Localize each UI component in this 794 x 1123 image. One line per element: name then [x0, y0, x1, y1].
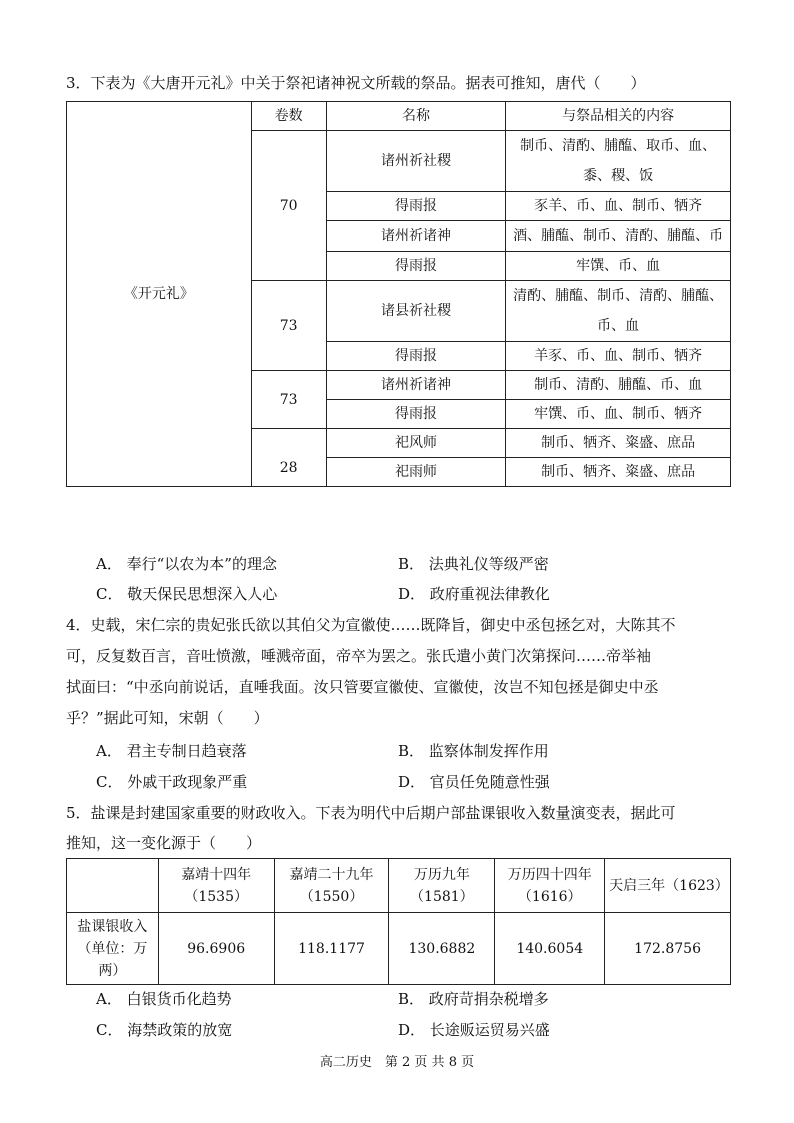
name-cell: 得雨报	[326, 400, 506, 429]
value-cell: 96.6906	[158, 913, 274, 985]
value-cell: 140.6054	[495, 913, 605, 985]
q3-stem: 3．下表为《大唐开元礼》中关于祭祀诸神祝文所载的祭品。据表可推知，唐代（ ）	[66, 74, 646, 92]
content-cell: 牢馔、币、血、制币、牺齐	[506, 400, 731, 429]
row-label-line: 盐课银收入	[77, 918, 148, 935]
q5-option-d: D． 长途贩运贸易兴盛	[398, 1021, 550, 1039]
q3-option-c: C． 敬天保民思想深入人心	[96, 585, 278, 603]
name-cell: 诸州祈诸神	[326, 221, 506, 252]
year-label: （1581）	[410, 888, 474, 905]
q5-option-b: B． 政府苛捐杂税增多	[398, 990, 549, 1008]
q4-option-d: D． 官员任免随意性强	[398, 773, 550, 791]
name-cell: 祀风师	[326, 429, 506, 458]
book-title-cell: 《开元礼》	[67, 102, 252, 487]
q4-option-b: B． 监察体制发挥作用	[398, 742, 549, 760]
content-cell: 制币、清酌、脯醢、取币、血、黍、稷、饭	[506, 131, 731, 192]
header-year-cell	[158, 859, 274, 913]
name-cell: 得雨报	[326, 342, 506, 371]
header-year-cell	[605, 859, 731, 913]
content-cell: 制币、牺齐、粢盛、庶品	[506, 429, 731, 458]
era-label: 嘉靖十四年	[181, 866, 252, 883]
vol-cell: 73	[251, 281, 326, 371]
q4-line-1: 4．史载，宋仁宗的贵妃张氏欲以其伯父为宣徽使……既降旨，御史中丞包拯乞对，大陈其不	[66, 616, 676, 634]
vol-value: 28	[279, 460, 298, 476]
name-cell: 诸县祈社稷	[326, 281, 506, 342]
q4-line-3: 拭面曰：“中丞向前说话，直唾我面。汝只管要宣徽使、宣徽使，汝岂不知包拯是御史中丞	[66, 678, 659, 696]
header-name: 名称	[326, 102, 506, 131]
value-cell: 130.6882	[389, 913, 495, 985]
era-label: 万历四十四年	[507, 866, 592, 883]
q5-option-c: C． 海禁政策的放宽	[96, 1021, 233, 1039]
table-header-row	[67, 859, 731, 913]
page-footer: 高二历史 第 2 页 共 8 页	[319, 1055, 475, 1070]
q5-line-1: 5．盐课是封建国家重要的财政收入。下表为明代中后期户部盐课银收入数量演变表，据此可	[66, 804, 676, 822]
header-year-cell	[389, 859, 495, 913]
content-cell: 制币、牺齐、粢盛、庶品	[506, 458, 731, 487]
row-label-line: 两）	[98, 962, 127, 979]
q4-line-2: 可，反复数百言，音吐愤激，唾溅帝面，帝卒为罢之。张氏遣小黄门次第探问……帝举袖	[66, 647, 652, 665]
q4-option-a: A． 君主专制日趋衰落	[96, 742, 247, 760]
header-year-cell	[495, 859, 605, 913]
q3-option-d: D． 政府重视法律教化	[398, 585, 550, 603]
content-cell: 酒、脯醢、制币、清酌、脯醢、币	[506, 221, 731, 252]
content-cell: 制币、清酌、脯醢、币、血	[506, 371, 731, 400]
value-cell: 118.1177	[274, 913, 389, 985]
row-label-cell	[67, 913, 159, 985]
corner-cell	[67, 859, 159, 913]
header-content: 与祭品相关的内容	[506, 102, 731, 131]
year-label: （1550）	[299, 888, 364, 905]
content-cell: 豕羊、币、血、制币、牺齐	[506, 192, 731, 221]
name-cell: 诸州祈诸神	[326, 371, 506, 400]
year-label: （1535）	[184, 888, 248, 905]
vol-cell: 73	[251, 371, 326, 429]
q4-option-c: C． 外戚干政现象严重	[96, 773, 248, 791]
content-cell: 羊豕、币、血、制币、牺齐	[506, 342, 731, 371]
header-year-cell	[274, 859, 389, 913]
q3-option-b: B． 法典礼仪等级严密	[398, 555, 549, 573]
q5-line-2: 推知，这一变化源于（ ）	[66, 834, 262, 852]
era-label: 万历九年	[413, 866, 470, 883]
q4-line-4: 乎？”据此可知，宋朝（ ）	[66, 709, 269, 727]
name-cell: 得雨报	[326, 192, 506, 221]
content-cell: 牢馔、币、血	[506, 252, 731, 281]
q5-table	[66, 858, 731, 985]
vol-cell: 70	[251, 131, 326, 281]
q5-option-a: A． 白银货币化趋势	[96, 990, 232, 1008]
name-cell: 诸州祈社稷	[326, 131, 506, 192]
era-label: 天启三年（1623）	[609, 877, 729, 894]
content-cell: 清酌、脯醢、制币、清酌、脯醢、币、血	[506, 281, 731, 342]
table-row	[67, 913, 731, 985]
value-cell: 172.8756	[605, 913, 731, 985]
table-header-row	[67, 102, 731, 131]
vol-cell	[251, 429, 326, 487]
row-label-line: （单位：万	[77, 940, 148, 957]
name-cell: 得雨报	[326, 252, 506, 281]
year-label: （1616）	[517, 888, 582, 905]
q3-option-a: A． 奉行“以农为本”的理念	[96, 555, 277, 573]
name-cell: 祀雨师	[326, 458, 506, 487]
era-label: 嘉靖二十九年	[289, 866, 374, 883]
header-vol: 卷数	[251, 102, 326, 131]
q3-table	[66, 101, 731, 487]
